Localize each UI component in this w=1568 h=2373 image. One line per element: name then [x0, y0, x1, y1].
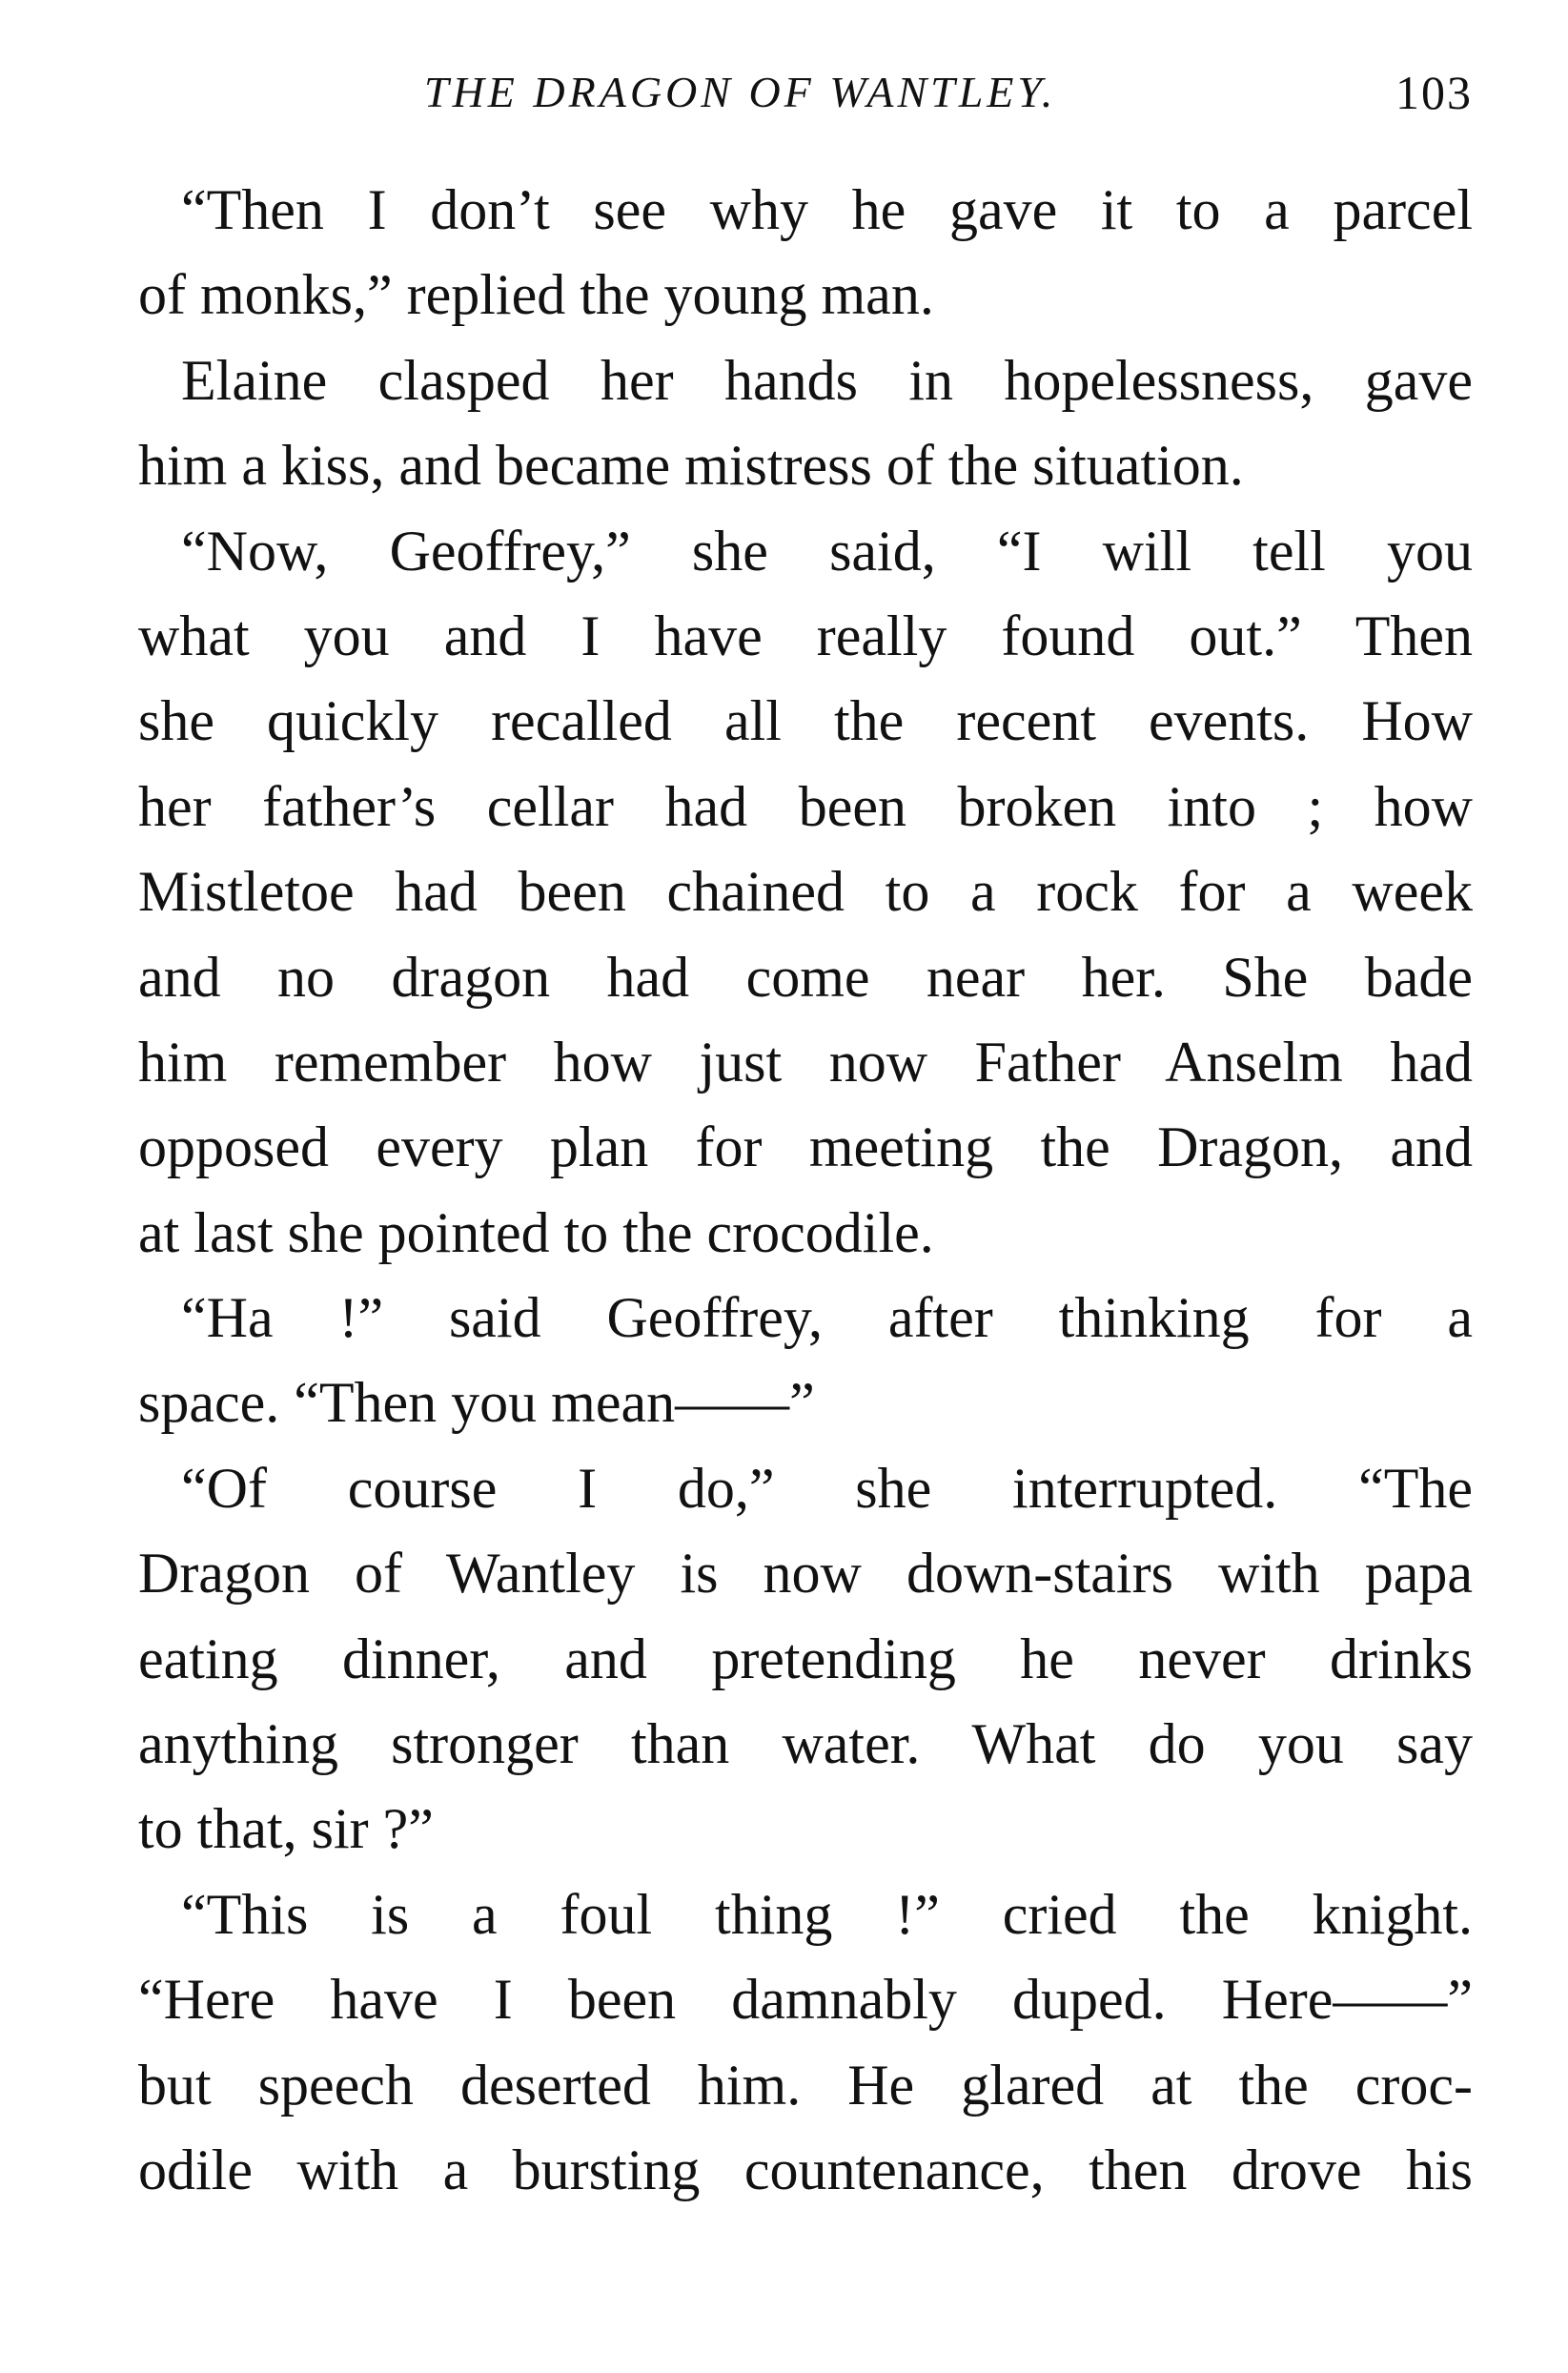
text-line: “This is a foul thing !” cried the knight.	[181, 1882, 1473, 1946]
text-line: and no dragon had come near her. She bade	[138, 945, 1473, 1009]
text-line: Mistletoe had been chained to a rock for a week	[138, 860, 1473, 924]
text-line: to that, sir ?”	[138, 1797, 434, 1861]
text-line: “Now, Geoffrey,” she said, “I will tell you	[181, 519, 1473, 583]
text-line: Dragon of Wantley is now down-stairs with papa	[138, 1542, 1473, 1606]
text-line: him a kiss, and became mistress of the situation.	[138, 434, 1244, 498]
text-line: “Then I don’t see why he gave it to a parcel	[181, 178, 1473, 241]
text-line: anything stronger than water. What do you say	[138, 1712, 1473, 1776]
body-text	[138, 168, 1473, 2213]
text-line: Elaine clasped her hands in hopelessness, gave	[181, 348, 1473, 412]
text-line: “Of course I do,” she interrupted. “The	[181, 1456, 1473, 1520]
text-line: “Ha !” said Geoffrey, after thinking for a	[181, 1286, 1473, 1350]
text-line: at last she pointed to the crocodile.	[138, 1200, 934, 1264]
text-line: she quickly recalled all the recent events. How	[138, 689, 1473, 753]
text-line: opposed every plan for meeting the Dragon, and	[138, 1115, 1473, 1179]
page-header	[138, 59, 1473, 126]
text-line: but speech deserted him. He glared at the croc-	[138, 2053, 1473, 2117]
text-line: odile with a bursting countenance, then drove his	[138, 2138, 1473, 2201]
running-title: THE DRAGON OF WANTLEY.	[424, 68, 1057, 116]
page-number: 103	[1395, 66, 1473, 119]
text-line: her father’s cellar had been broken into ; how	[138, 774, 1473, 838]
text-line: eating dinner, and pretending he never drinks	[138, 1626, 1473, 1690]
text-line: of monks,” replied the young man.	[138, 263, 934, 327]
text-line: “Here have I been damnably duped. Here——”	[138, 1968, 1473, 2032]
text-line: space. “Then you mean——”	[138, 1371, 815, 1435]
text-line: what you and I have really found out.” Then	[138, 603, 1473, 667]
text-line: him remember how just now Father Anselm had	[138, 1030, 1473, 1094]
